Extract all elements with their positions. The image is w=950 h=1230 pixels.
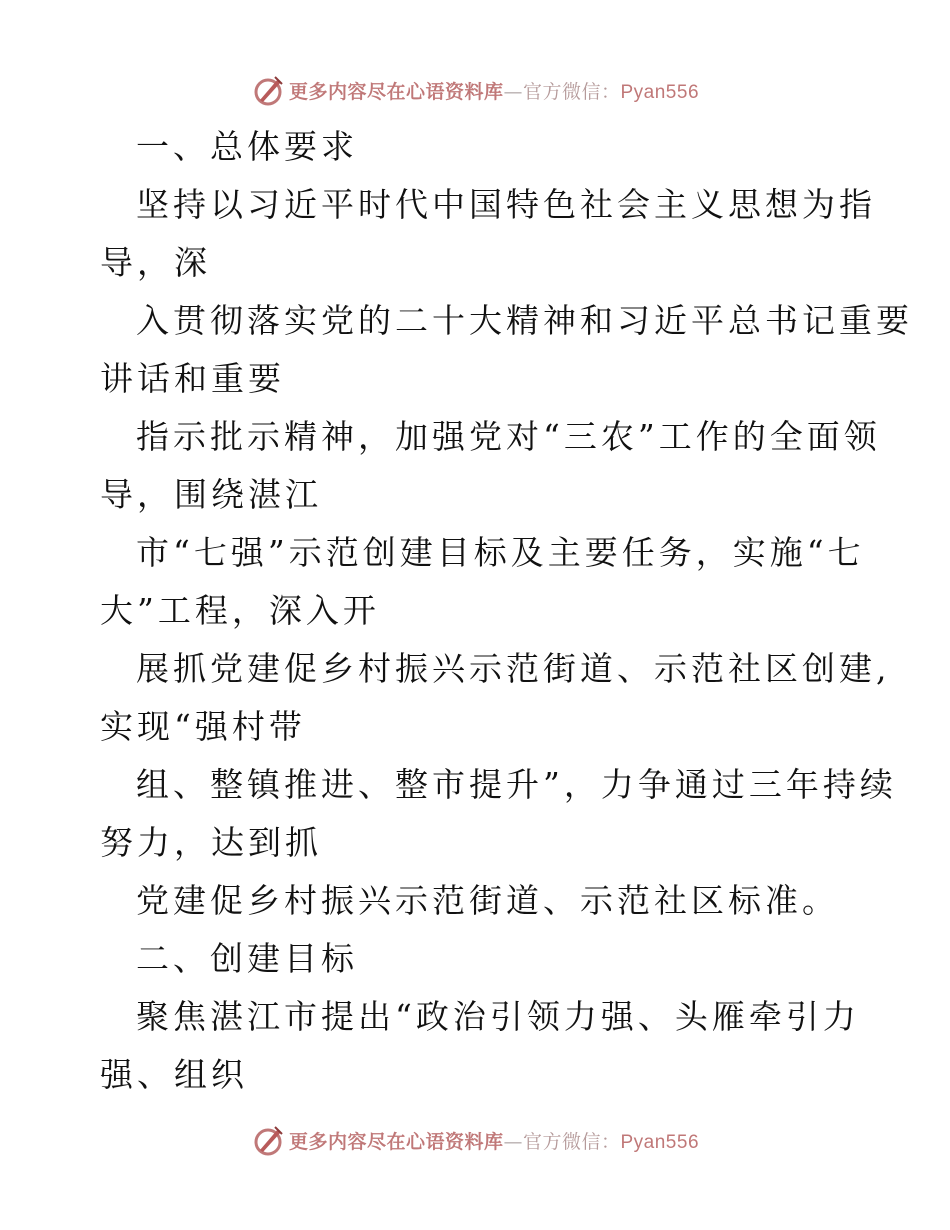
- banner-handle: Pyan556: [620, 1131, 700, 1153]
- document-line: 坚持以习近平时代中国特色社会主义思想为指: [136, 185, 876, 224]
- header-watermark-banner: [0, 70, 950, 110]
- document-line: 党建促乡村振兴示范街道、示范社区标准。: [136, 881, 839, 920]
- banner-handle: Pyan556: [620, 81, 700, 103]
- document-line: 导，围绕湛江: [100, 475, 322, 514]
- document-line: 讲话和重要: [100, 359, 285, 398]
- banner-site-name: 更多内容尽在心语资料库: [288, 1130, 504, 1153]
- document-line: 市“七强”示范创建目标及主要任务，实施“七: [136, 533, 865, 572]
- banner-text: [289, 77, 699, 104]
- document-line: 强、组织: [100, 1055, 248, 1094]
- document-body: [100, 118, 913, 1104]
- banner-official-label: 官方微信：: [522, 80, 621, 103]
- document-line: 聚焦湛江市提出“政治引领力强、头雁牵引力: [136, 997, 860, 1036]
- document-line: 入贯彻落实党的二十大精神和习近平总书记重要: [136, 301, 913, 340]
- quill-pen-logo-icon: [251, 73, 285, 107]
- document-line: 组、整镇推进、整市提升”，力争通过三年持续: [136, 765, 897, 804]
- banner-separator: —: [503, 80, 523, 103]
- document-line: 展抓党建促乡村振兴示范街道、示范社区创建,: [136, 649, 891, 688]
- document-line: 大”工程，深入开: [100, 591, 380, 630]
- document-line: 二、创建目标: [136, 939, 358, 978]
- document-line: 导，深: [100, 243, 211, 282]
- document-line: 指示批示精神，加强党对“三农”工作的全面领: [136, 417, 881, 456]
- banner-separator: —: [503, 1130, 523, 1153]
- document-line: 一、总体要求: [136, 127, 358, 166]
- footer-watermark-banner: [0, 1120, 950, 1160]
- quill-pen-logo-icon: [251, 1123, 285, 1157]
- banner-site-name: 更多内容尽在心语资料库: [288, 80, 504, 103]
- banner-official-label: 官方微信：: [522, 1130, 621, 1153]
- banner-text: [289, 1127, 699, 1154]
- document-line: 实现“强村带: [100, 707, 306, 746]
- document-line: 努力，达到抓: [100, 823, 322, 862]
